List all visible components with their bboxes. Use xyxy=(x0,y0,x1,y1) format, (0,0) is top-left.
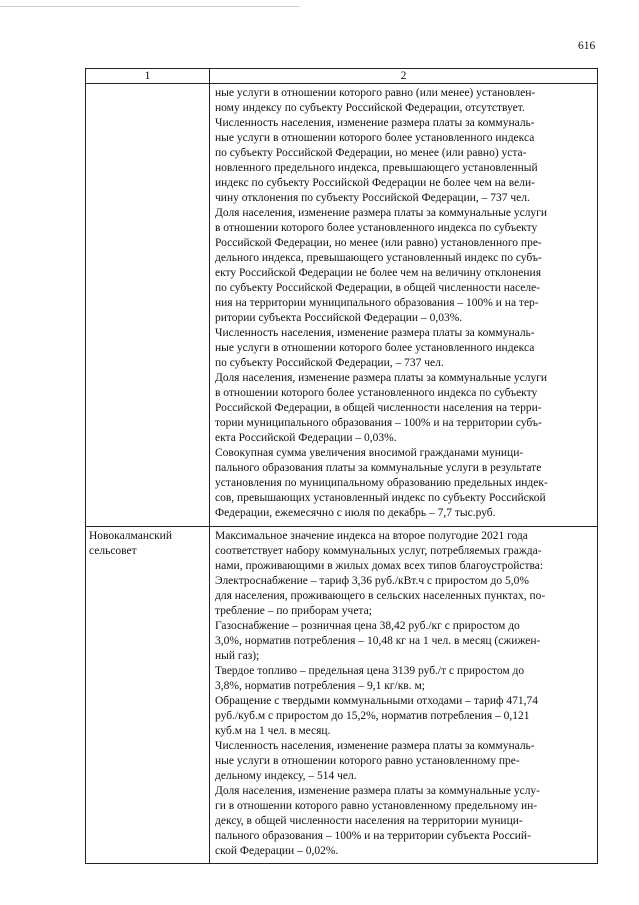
paragraph xyxy=(215,664,593,694)
text-line: чину отклонения по субъекту Российской Федерации, – 737 чел. xyxy=(215,192,530,204)
paragraph xyxy=(215,694,593,739)
text-line: куб.м на 1 чел. в месяц. xyxy=(215,725,331,737)
text-line: дельного индекса, превышающего установленный индекс по субъ- xyxy=(215,252,542,264)
text-line: ритории субъекта Российской Федерации – 0,03%. xyxy=(215,312,463,324)
text-line: установления по муниципальному образованию предельных индек- xyxy=(215,477,548,489)
text-line: Доля населения, изменение размера платы за коммунальные услуги xyxy=(215,372,548,384)
paragraph xyxy=(215,326,593,371)
paragraph xyxy=(215,371,593,446)
paragraph xyxy=(215,529,593,574)
paragraph xyxy=(215,739,593,784)
page-number: 616 xyxy=(578,40,596,52)
text-line: Электроснабжение – тариф 3,36 руб./кВт.ч с приростом до 5,0% xyxy=(215,575,529,587)
text-line: в отношении которого более установленного индекса по субъекту xyxy=(215,222,538,234)
text-line: требление – по приборам учета; xyxy=(215,605,372,617)
text-line: пального образования – 100% и на территории субъекта Россий- xyxy=(215,830,531,842)
text-line: ные услуги в отношении которого равно (или менее) установлен- xyxy=(215,87,536,99)
municipality-name-line: Новокалманский xyxy=(89,530,172,542)
text-line: Российской Федерации, в общей численности населения на терри- xyxy=(215,402,542,414)
indicator-text-cell xyxy=(210,527,598,864)
text-line: Обращение с твердыми коммунальными отходами – тариф 471,74 xyxy=(215,695,538,707)
text-line: Совокупная сумма увеличения вносимой гражданами муници- xyxy=(215,447,524,459)
top-divider-line xyxy=(0,6,300,7)
text-line: Федерации, ежемесячно с июля по декабрь – 7,7 тыс.руб. xyxy=(215,507,496,519)
text-line: Максимальное значение индекса на второе полугодие 2021 года xyxy=(215,530,528,542)
text-line: Численность населения, изменение размера платы за коммуналь- xyxy=(215,117,535,129)
text-line: Численность населения, изменение размера платы за коммуналь- xyxy=(215,327,535,339)
municipality-name-cell xyxy=(86,84,210,527)
paragraph xyxy=(215,446,593,521)
text-line: новленного предельного индекса, превышающего установленный xyxy=(215,162,538,174)
text-line: по субъекту Российской Федерации, но менее (или равно) уста- xyxy=(215,147,527,159)
table-row xyxy=(86,84,598,527)
text-line: ные услуги в отношении которого равно установленному пре- xyxy=(215,755,520,767)
text-line: ные услуги в отношении которого более установленного индекса xyxy=(215,342,535,354)
table-row xyxy=(86,527,598,864)
data-table xyxy=(85,68,598,864)
text-line: соответствует набору коммунальных услуг, потребляемых гражда- xyxy=(215,545,542,557)
text-line: в отношении которого более установленного индекса по субъекту xyxy=(215,387,538,399)
text-line: ской Федерации – 0,02%. xyxy=(215,845,339,857)
text-line: дексу, в общей численности населения на территории муници- xyxy=(215,815,523,827)
text-line: Газоснабжение – розничная цена 38,42 руб./кг с приростом до xyxy=(215,620,520,632)
text-line: ги в отношении которого равно установленному предельному ин- xyxy=(215,800,538,812)
text-line: Доля населения, изменение размера платы за коммунальные услуги xyxy=(215,207,548,219)
text-line: Численность населения, изменение размера платы за коммуналь- xyxy=(215,740,535,752)
text-line: 3,0%, норматив потребления – 10,48 кг на 1 чел. в месяц (сжижен- xyxy=(215,635,541,647)
text-line: руб./куб.м с приростом до 15,2%, норматив потребления – 0,121 xyxy=(215,710,530,722)
text-line: Российской Федерации, но менее (или равно) установленного пре- xyxy=(215,237,542,249)
text-line: Доля населения, изменение размера платы за коммунальные услу- xyxy=(215,785,541,797)
indicator-text-cell xyxy=(210,84,598,527)
text-line: индекс по субъекту Российской Федерации не более чем на вели- xyxy=(215,177,535,189)
paragraph xyxy=(215,619,593,664)
text-line: ный газ); xyxy=(215,650,260,662)
paragraph xyxy=(215,116,593,206)
table-header-row xyxy=(86,69,598,84)
paragraph xyxy=(215,574,593,619)
text-line: 3,8%, норматив потребления – 9,1 кг/кв. м; xyxy=(215,680,425,692)
text-line: пального образования платы за коммунальные услуги в результате xyxy=(215,462,542,474)
column-header-2: 2 xyxy=(210,69,598,84)
text-line: ные услуги в отношении которого более установленного индекса xyxy=(215,132,535,144)
text-line: ному индексу по субъекту Российской Федерации, отсутствует. xyxy=(215,102,525,114)
text-line: ния на территории муниципального образования – 100% и на тер- xyxy=(215,297,539,309)
text-line: екта Российской Федерации – 0,03%. xyxy=(215,432,397,444)
paragraph xyxy=(215,206,593,326)
municipality-name-cell xyxy=(86,527,210,864)
text-line: нами, проживающими в жилых домах всех типов благоустройства: xyxy=(215,560,544,572)
text-line: по субъекту Российской Федерации, – 737 чел. xyxy=(215,357,444,369)
text-line: по субъекту Российской Федерации, в общей численности населе- xyxy=(215,282,541,294)
text-line: тории муниципального образования – 100% и на территории субъ- xyxy=(215,417,542,429)
municipality-name-line: сельсовет xyxy=(89,545,137,557)
paragraph xyxy=(215,784,593,859)
text-line: сов, превышающих установленный индекс по субъекту Российской xyxy=(215,492,546,504)
text-line: для населения, проживающего в сельских населенных пунктах, по- xyxy=(215,590,546,602)
text-line: дельному индексу, – 514 чел. xyxy=(215,770,357,782)
text-line: екту Российской Федерации не более чем на величину отклонения xyxy=(215,267,541,279)
text-line: Твердое топливо – предельная цена 3139 руб./т с приростом до xyxy=(215,665,525,677)
column-header-1: 1 xyxy=(86,69,210,84)
paragraph xyxy=(215,86,593,116)
